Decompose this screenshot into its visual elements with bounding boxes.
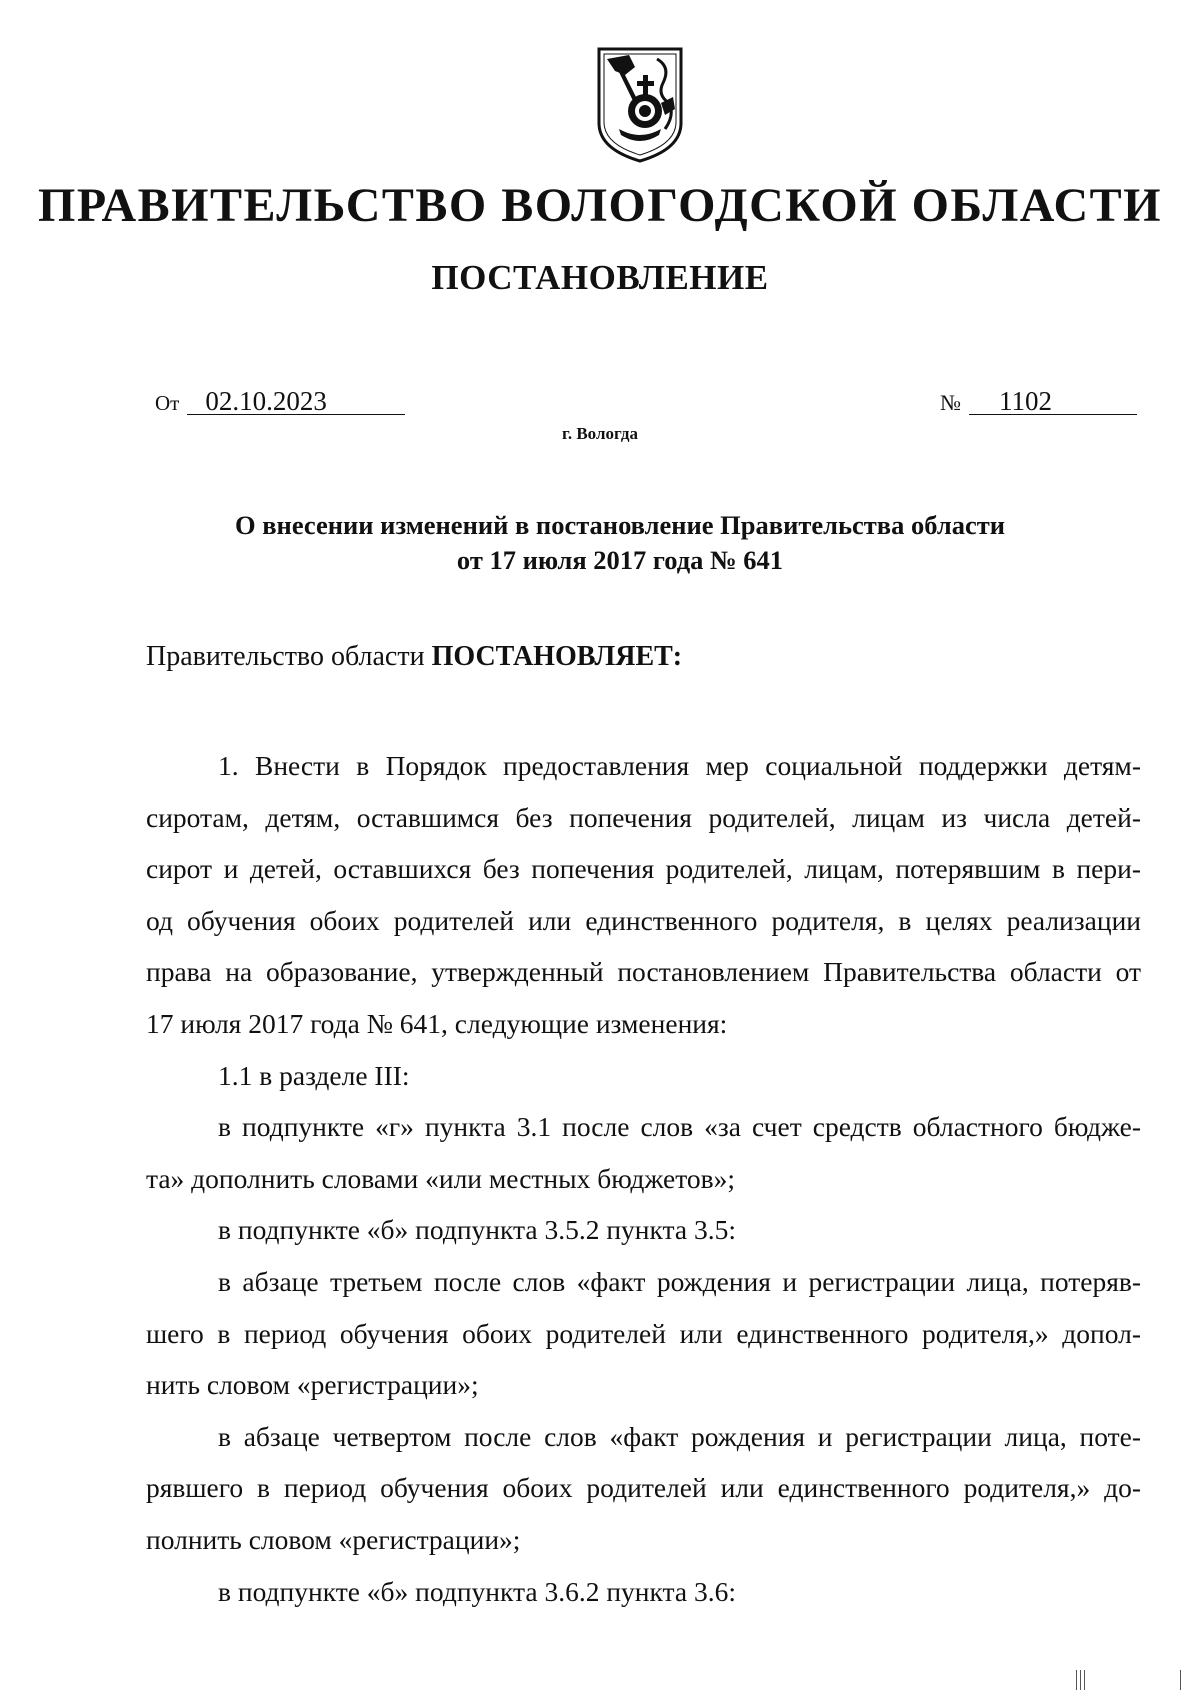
body-line: в абзаце четвертом после слов «факт рождения и регистрации лица, поте- <box>218 1420 1141 1452</box>
body-line: шего в период обучения обоих родителей или единственного родителя,» допол- <box>146 1317 1141 1349</box>
body-line: 17 июля 2017 года № 641, следующие изменения: <box>146 1007 728 1039</box>
number-label: № <box>940 390 961 415</box>
decree-prefix: Правительство области <box>146 641 425 672</box>
body-line: 1. Внести в Порядок предоставления мер социальной поддержки детям- <box>218 750 1141 781</box>
scan-mark <box>1080 1670 1081 1690</box>
scan-mark <box>1076 1670 1077 1690</box>
scan-mark <box>1084 1670 1085 1690</box>
date-value: 02.10.2023 <box>187 388 405 415</box>
body-line: в абзаце третьем после слов «факт рождения и регистрации лица, потеряв- <box>218 1265 1141 1297</box>
body-line: полнить словом «регистрации»; <box>146 1523 521 1555</box>
body-line: та» дополнить словами «или местных бюджетов»; <box>146 1162 735 1194</box>
body-line: 1.1 в разделе III: <box>218 1059 410 1091</box>
decree-verb: ПОСТАНОВЛЯЕТ: <box>431 641 683 672</box>
number-value: 1102 <box>969 388 1137 415</box>
scan-mark <box>1180 1670 1181 1690</box>
body-line: нить словом «регистрации»; <box>146 1369 479 1401</box>
body-line: права на образование, утвержденный постановлением Правительства области от <box>146 956 1141 988</box>
coat-of-arms-emblem <box>595 45 685 165</box>
city-name: г. Вологда <box>562 424 638 443</box>
body-line: в подпункте «г» пункта 3.1 после слов «за счет средств областного бюдже- <box>218 1111 1141 1143</box>
subject-line: О внесении изменений в постановление Правительства области <box>235 510 1005 540</box>
body-line: в подпункте «б» подпункта 3.6.2 пункта 3.6: <box>218 1575 736 1607</box>
body-line: в подпункте «б» подпункта 3.5.2 пункта 3.5: <box>218 1214 736 1246</box>
document-subject <box>150 508 1090 578</box>
organization-title: ПРАВИТЕЛЬСТВО ВОЛОГОДСКОЙ ОБЛАСТИ <box>37 179 1162 232</box>
document-body <box>146 740 1141 1617</box>
subject-line: от 17 июля 2017 года № 641 <box>456 545 784 575</box>
decree-statement <box>146 641 682 673</box>
document-type: ПОСТАНОВЛЕНИЕ <box>431 258 769 297</box>
date-block <box>155 388 405 416</box>
date-label: От <box>155 391 180 415</box>
body-line: од обучения обоих родителей или единственного родителя, в целях реализации <box>146 904 1141 936</box>
number-block <box>940 388 1137 416</box>
body-line: сирот и детей, оставшихся без попечения родителей, лицам, потерявшим в пери- <box>146 853 1141 885</box>
body-line: рявшего в период обучения обоих родителей или единственного родителя,» до- <box>146 1472 1141 1504</box>
body-line: сиротам, детям, оставшимся без попечения родителей, лицам из числа детей- <box>146 801 1141 833</box>
